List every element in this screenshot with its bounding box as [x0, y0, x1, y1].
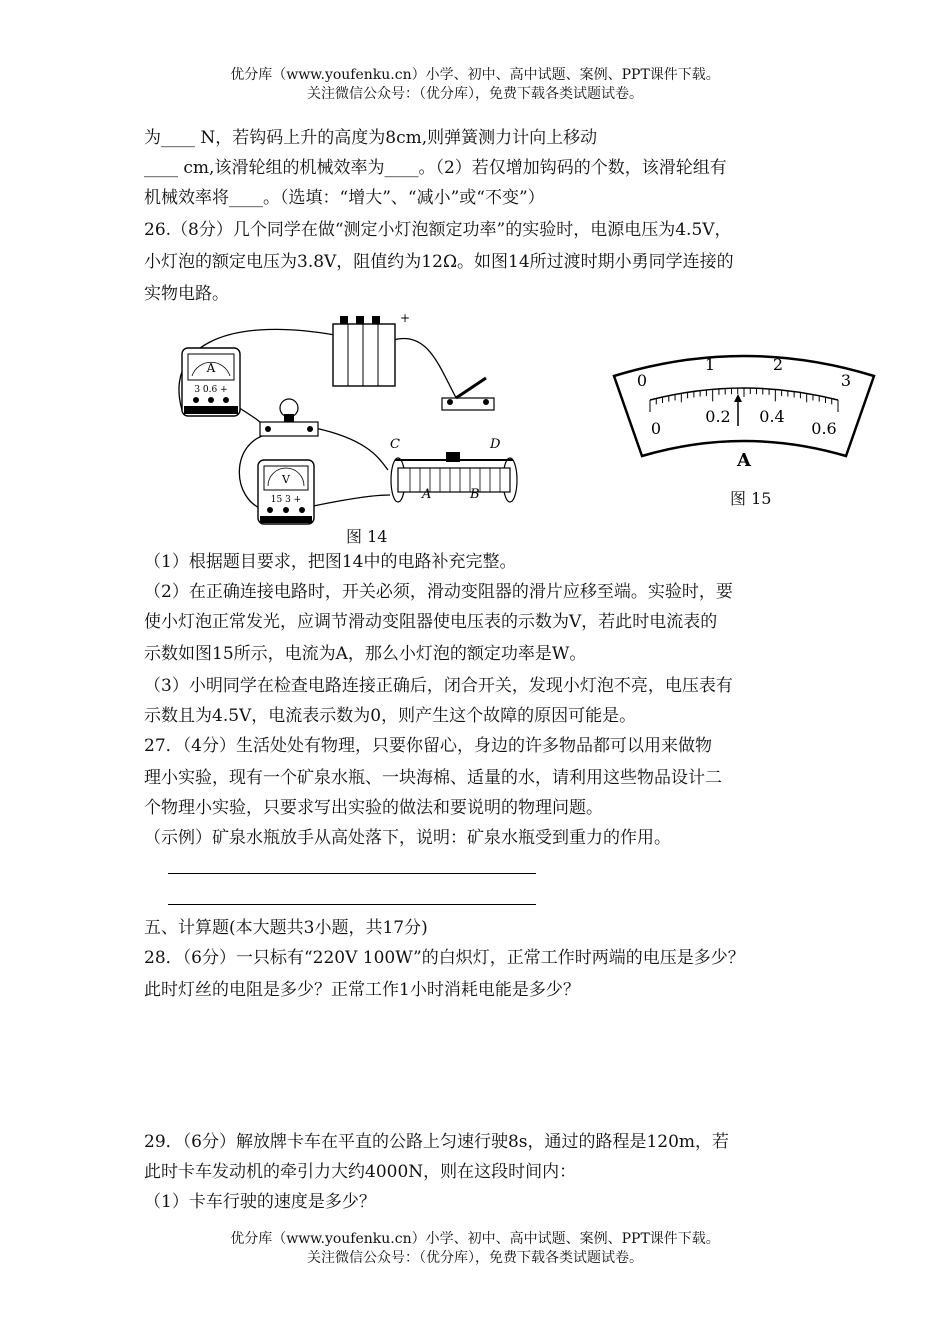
- q26-sub3-line2: 示数且为4.5V，电流表示数为0，则产生这个故障的原因可能是。: [144, 706, 637, 726]
- q26-sub2-line3: 示数如图15所示，电流为A，那么小灯泡的额定功率是W。: [144, 644, 587, 664]
- ammeter-terminals: 3 0.6 +: [194, 385, 228, 395]
- dial-inner-label-1: 0.2: [705, 407, 731, 426]
- page-footer-line2: 关注微信公众号：（优分库），免费下载各类试题试卷。: [307, 1250, 643, 1266]
- figure-14-caption: 图 14: [346, 527, 388, 546]
- section5-title: 五、计算题(本大题共3小题，共17分): [144, 918, 428, 938]
- dial-inner-label-3: 0.6: [811, 419, 837, 438]
- rheostat-label-c: C: [390, 437, 400, 452]
- voltmeter-terminals: 15 3 +: [270, 495, 302, 505]
- q25-line3: 机械效率将____。（选填：“增大”、“减小”或“不变”）: [144, 188, 545, 208]
- rheostat-label-d: D: [490, 437, 501, 452]
- q26-sub3-line1: （3）小明同学在检查电路连接正确后，闭合开关，发现小灯泡不亮，电压表有: [144, 676, 733, 696]
- q29-sub1: （1）卡车行驶的速度是多少？: [144, 1192, 376, 1212]
- figure-14-circuit: [170, 310, 530, 535]
- q26-line1: 26.（8分）几个同学在做“测定小灯泡额定功率”的实验时，电源电压为4.5V，: [144, 220, 732, 240]
- battery-plus-label: +: [400, 311, 411, 325]
- page-header-line1: 优分库（www.youfenku.cn）小学、初中、高中试题、案例、PPT课件下载。: [230, 67, 720, 83]
- dial-inner-label-2: 0.4: [759, 407, 785, 426]
- q26-sub1: （1）根据题目要求，把图14中的电路补充完整。: [144, 552, 517, 572]
- ammeter-symbol: A: [206, 361, 216, 375]
- wire-bulb-to-rheostat: [315, 428, 388, 470]
- dial-outer-label-0: 0: [636, 371, 648, 390]
- q27-line2: 理小实验，现有一个矿泉水瓶、一块海棉、适量的水，请利用这些物品设计二: [144, 768, 722, 788]
- ammeter: [182, 348, 240, 416]
- bulb: [260, 399, 318, 436]
- page-footer-line1: 优分库（www.youfenku.cn）小学、初中、高中试题、案例、PPT课件下载。: [230, 1231, 720, 1247]
- dial-outer-label-3: 3: [840, 371, 852, 390]
- dial-outer-label-1: 1: [704, 355, 716, 374]
- q27-answer-line-2: [168, 904, 536, 905]
- q27-answer-line-1: [168, 873, 536, 874]
- q27-example: （示例）矿泉水瓶放手从高处落下，说明：矿泉水瓶受到重力的作用。: [144, 828, 671, 848]
- q25-line1: 为____ N，若钩码上升的高度为8cm,则弹簧测力计向上移动: [144, 128, 598, 148]
- rheostat-label-b: B: [470, 487, 480, 502]
- voltmeter-symbol: V: [282, 473, 290, 486]
- dial-inner-label-0: 0: [650, 419, 662, 438]
- q25-line2: ____ cm,该滑轮组的机械效率为____。（2）若仅增加钩码的个数，该滑轮组有: [144, 158, 727, 178]
- switch: [442, 378, 494, 410]
- q27-line1: 27．（4分）生活处处有物理，只要你留心，身边的许多物品都可以用来做物: [144, 736, 712, 756]
- q28-line1: 28．（6分）一只标有“220V 100W”的白炽灯，正常工作时两端的电压是多少？: [144, 948, 745, 968]
- q26-line2: 小灯泡的额定电压为3.8V，阻值约为12Ω。如图14所过渡时期小勇同学连接的: [144, 252, 734, 272]
- q29-line1: 29．（6分）解放牌卡车在平直的公路上匀速行驶8s，通过的路程是120m，若: [144, 1132, 730, 1152]
- figure-15-ammeter-dial: [606, 346, 882, 474]
- dial-unit-label: A: [737, 450, 751, 471]
- q28-line2: 此时灯丝的电阻是多少？正常工作1小时消耗电能是多少？: [144, 980, 580, 1000]
- q27-line3: 个物理小实验，只要求写出实验的做法和要说明的物理问题。: [144, 798, 603, 818]
- q26-sub2-line2: 使小灯泡正常发光，应调节滑动变阻器使电压表的示数为V，若此时电流表的: [144, 612, 718, 632]
- page-header-line2: 关注微信公众号：（优分库），免费下载各类试题试卷。: [307, 86, 643, 102]
- q29-line2: 此时卡车发动机的牵引力大约4000N，则在这段时间内：: [144, 1162, 577, 1182]
- q26-sub2-line1: （2）在正确连接电路时，开关必须，滑动变阻器的滑片应移至端。实验时，要: [144, 582, 733, 602]
- battery: [333, 311, 410, 386]
- rheostat: [390, 437, 517, 502]
- rheostat-label-a: A: [422, 487, 432, 502]
- voltmeter: [258, 460, 314, 524]
- q26-line3: 实物电路。: [144, 284, 229, 304]
- wire-battery-to-switch: [393, 338, 460, 405]
- dial-outer-label-2: 2: [772, 355, 784, 374]
- figure-15-caption: 图 15: [730, 489, 772, 508]
